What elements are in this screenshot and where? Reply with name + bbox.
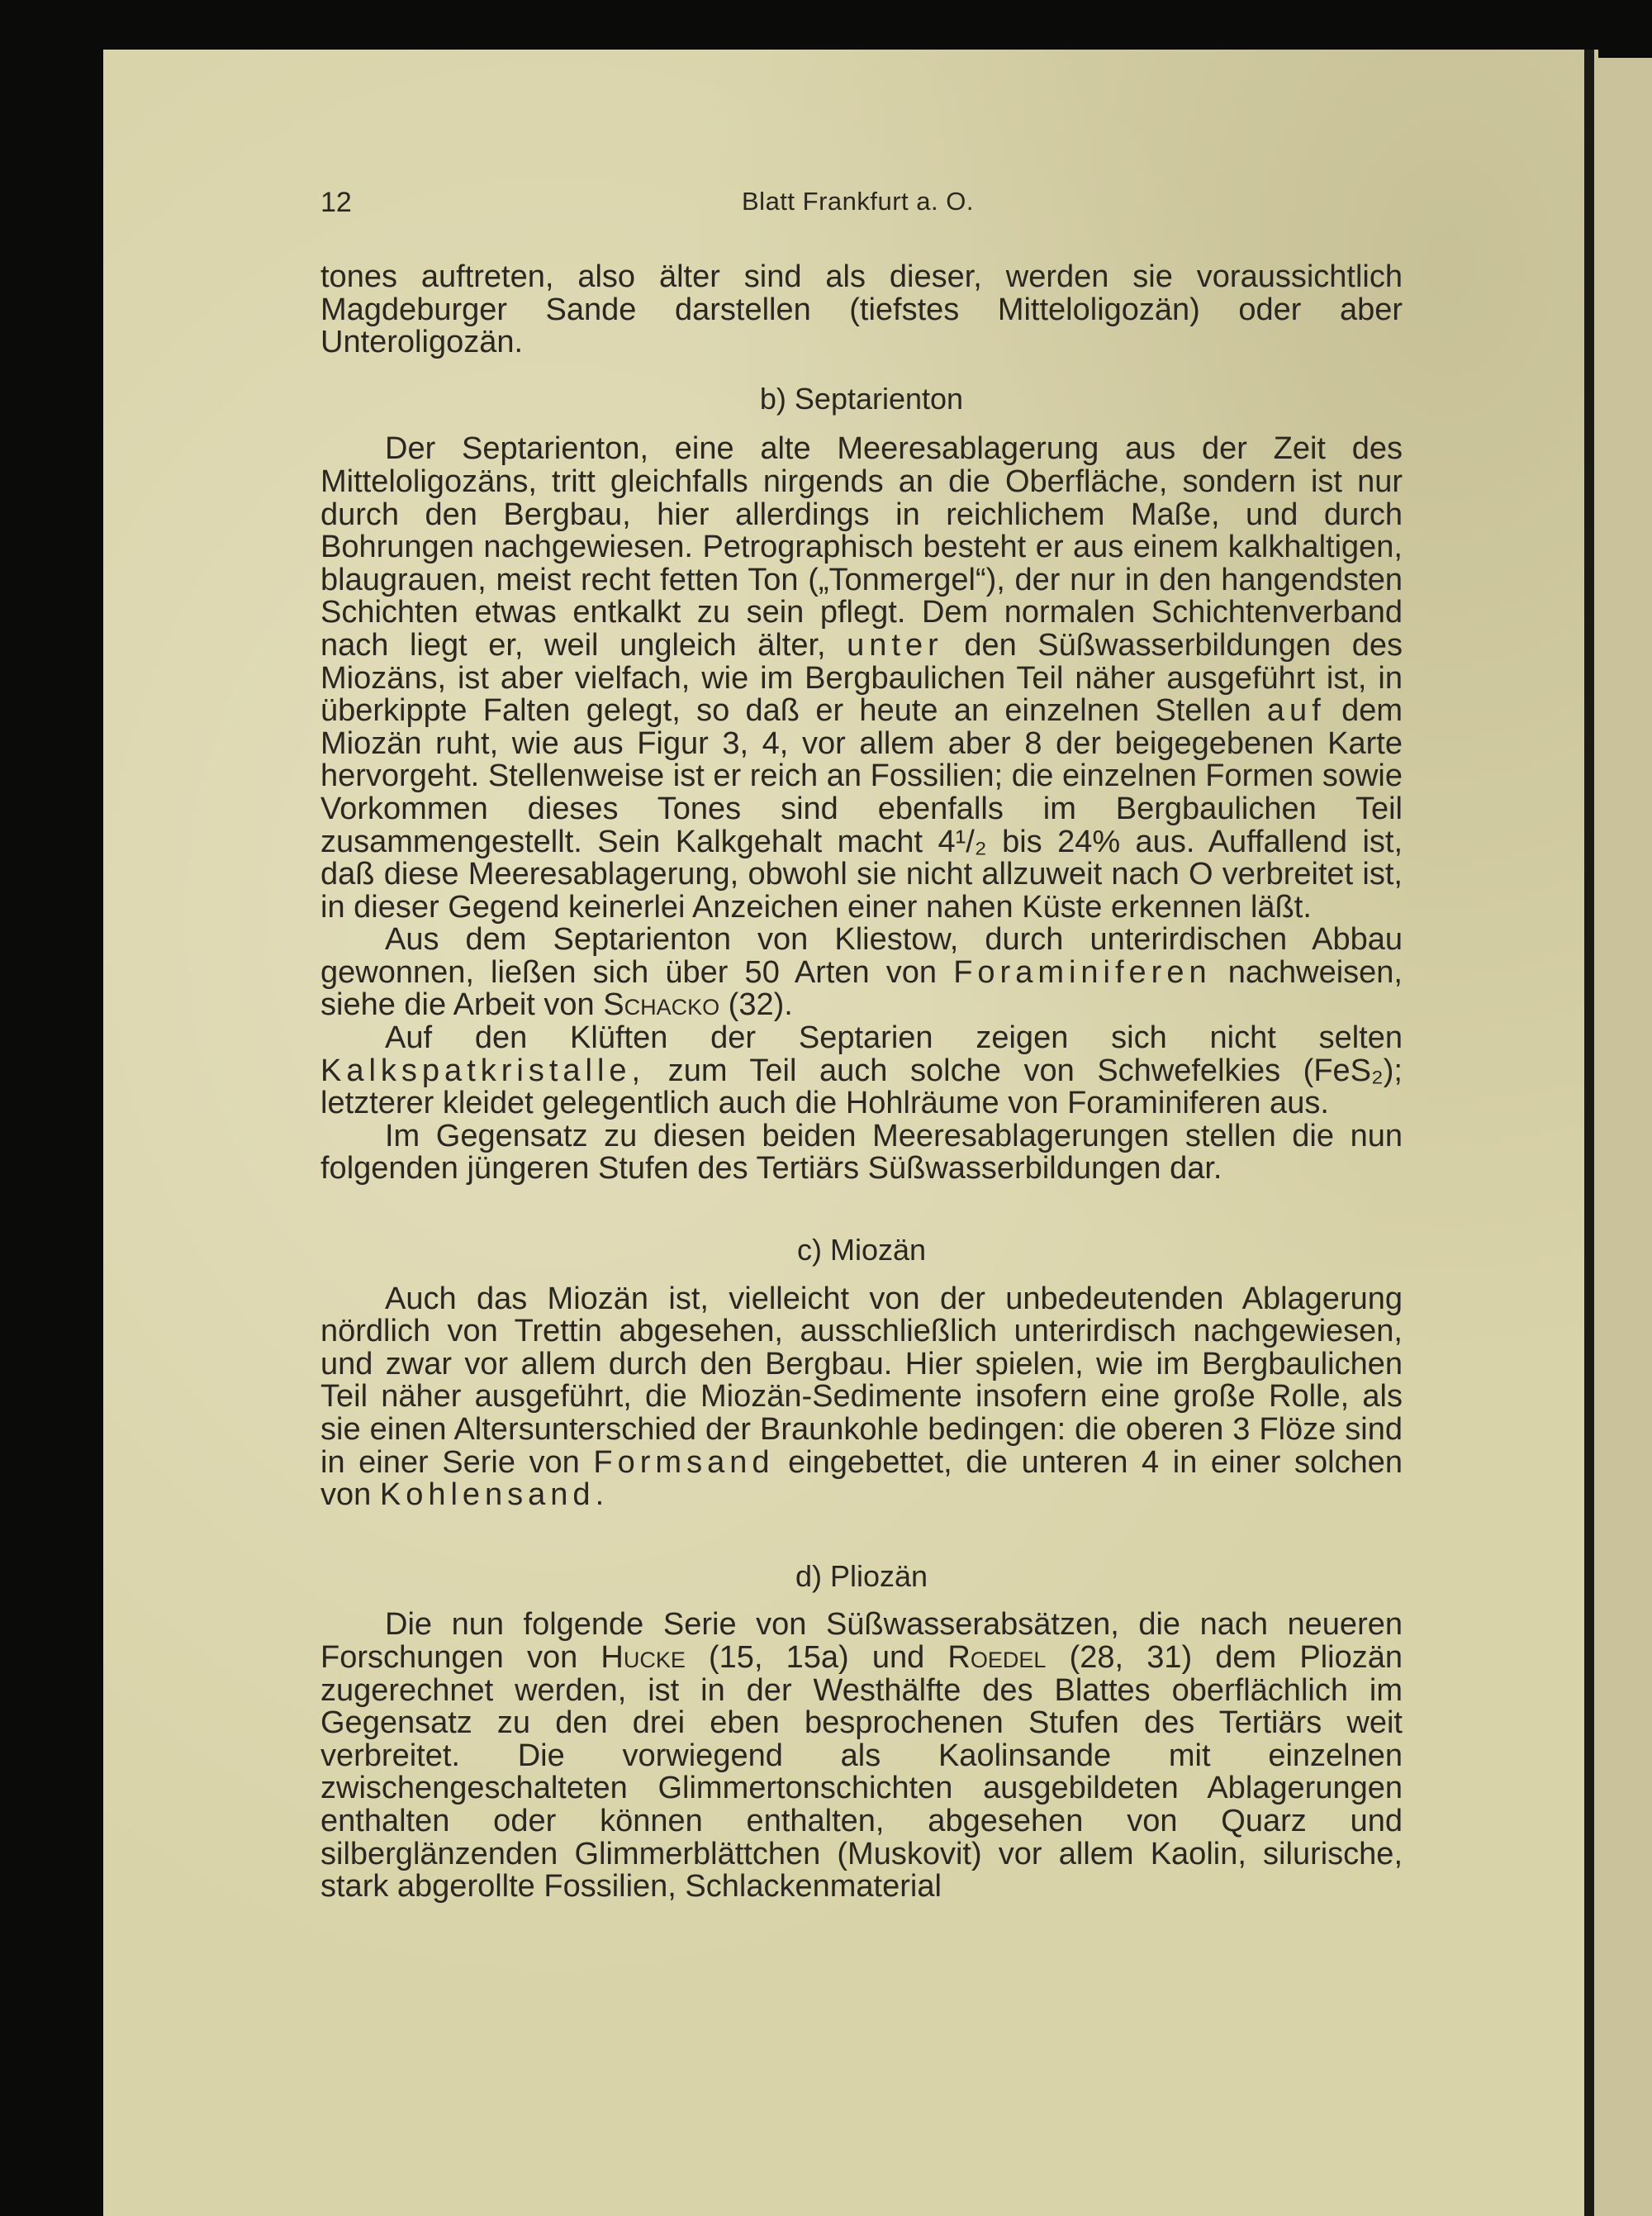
- intro-paragraph: tones auftreten, also älter sind als dieser, werden sie voraussichtlich Magdeburger Sande darstellen (tiefstes Mitteloligozän) oder aber Unteroligozän.: [320, 259, 1403, 360]
- text-run: eingebettet, die unteren 4 in einer solchen von: [320, 1444, 1403, 1513]
- author-roedel: Roedel: [947, 1639, 1047, 1675]
- miozaen-paragraph-1: [320, 1283, 1403, 1512]
- text-run: (32).: [728, 987, 793, 1023]
- text-run: (15, 15a) und: [709, 1639, 925, 1675]
- text-run: den Süßwasserbildungen des Miozäns, ist aber vielfach, wie im Bergbaulichen Teil näher ausgeführt ist, in überkippte Falten gelegt, so daß er heute an einzelnen Stellen: [320, 627, 1403, 729]
- page-number: 12: [320, 187, 352, 218]
- heading-pliozaen: d) Pliozän: [795, 1558, 928, 1593]
- septarienton-paragraph-2: [320, 924, 1403, 1022]
- text-run: Auch das Miozän ist, vielleicht von der unbedeutenden Ablagerung nördlich von Trettin abgesehen, ausschließlich unterirdisch nachgewiesen, und zwar vor allem durch den Bergbau. Hier spielen, wie im Bergbaulichen Teil näher ausgeführt, die Miozän-Sedimente insofern eine große Rolle, als sie einen Altersunterschied der Braunkohle bedingen: die oberen 3 Flöze sind in einer Serie von: [320, 1281, 1403, 1480]
- text-run: dem Miozän ruht, wie aus Figur 3, 4, vor allem aber 8 der beigegebenen Karte hervorgeht. Stellenweise ist er reich an Fossilien; die einzelnen Formen sowie Vorkommen dieses Tones sind ebenfalls im Bergbaulichen Teil zusammengestellt. Sein Kalkgehalt macht: [320, 693, 1403, 859]
- text-run: bis 24% aus. Auffallend ist, daß diese Meeresablagerung, obwohl sie nicht allzuweit nach O verbreitet ist, in dieser Gegend keinerlei Anzeichen einer nahen Küste erkennen läßt.: [320, 824, 1403, 925]
- text-run: Aus dem Septarienton von Kliestow, durch unterirdischen Abbau gewonnen, ließen sich über 50 Arten von: [320, 922, 1403, 990]
- emphasis-kalkspatkristalle: Kalkspatkristalle,: [320, 1053, 646, 1088]
- fraction-value: 4¹/₂: [938, 824, 987, 859]
- page-body: [320, 261, 1403, 1904]
- heading-miozaen: c) Miozän: [796, 1233, 927, 1267]
- text-run: zum Teil auch solche von Schwefelkies (FeS₂); letzterer kleidet gelegentlich auch die Hohlräume von Foraminiferen aus.: [320, 1053, 1403, 1121]
- text-run: (28, 31) dem Pliozän zugerechnet werden, ist in der Westhälfte des Blattes oberflächlich im Gegensatz zu den drei eben besprochenen Stufen des Tertiärs weit verbreitet. Die vorwiegend als Kaolinsande mit einzelnen zwischengeschalteten Glimmertonschichten ausgebildeten Ablagerungen enthalten oder können enthalten, abgesehen von Quarz und silberglänzenden Glimmerblättchen (Muskovit) vor allem Kaolin, silurische, stark abgerollte Fossilien, Schlackenmaterial: [320, 1639, 1403, 1905]
- emphasis-formsand: Formsand: [593, 1444, 775, 1480]
- text-run: Die nun folgende Serie von Süßwasserabsätzen, die nach neueren Forschungen von: [320, 1607, 1403, 1675]
- septarienton-paragraph-4: Im Gegensatz zu diesen beiden Meeresablagerungen stellen die nun folgenden jüngeren Stufen des Tertiärs Süßwasserbildungen dar.: [320, 1118, 1403, 1186]
- pliozaen-paragraph-1: [320, 1609, 1403, 1903]
- heading-septarienton: b) Septarienton: [759, 381, 964, 416]
- emphasis-unter: unter: [847, 627, 943, 663]
- text-run: nachweisen, siehe die Arbeit von: [320, 954, 1403, 1023]
- septarienton-paragraph-1: [320, 433, 1403, 924]
- running-header: [320, 187, 1403, 228]
- emphasis-auf: auf: [1266, 693, 1326, 729]
- author-schacko: Schacko: [603, 987, 720, 1023]
- page-gutter-shadow: [1584, 50, 1594, 2216]
- emphasis-foraminiferen: Foraminiferen: [953, 954, 1212, 990]
- septarienton-paragraph-3: [320, 1022, 1403, 1120]
- text-run: Auf den Klüften der Septarien zeigen sich nicht selten: [385, 1020, 1403, 1056]
- text-run: Der Septarienton, eine alte Meeresablagerung aus der Zeit des Mitteloligozäns, tritt gleichfalls nirgends an die Oberfläche, sondern ist nur durch den Bergbau, hier allerdings in reichlichem Maße, und durch Bohrungen nachgewiesen. Petrographisch besteht er aus einem kalkhaltigen, blaugrauen, meist recht fetten Ton („Tonmergel“), der nur in den hangendsten Schichten etwas entkalkt zu sein pflegt. Dem normalen Schichtenverband nach liegt er, weil ungleich älter,: [320, 431, 1403, 663]
- emphasis-kohlensand: Kohlensand.: [379, 1477, 610, 1513]
- running-title: Blatt Frankfurt a. O.: [742, 187, 974, 216]
- author-hucke: Hucke: [601, 1639, 686, 1675]
- adjacent-page-strip: [1594, 58, 1652, 2216]
